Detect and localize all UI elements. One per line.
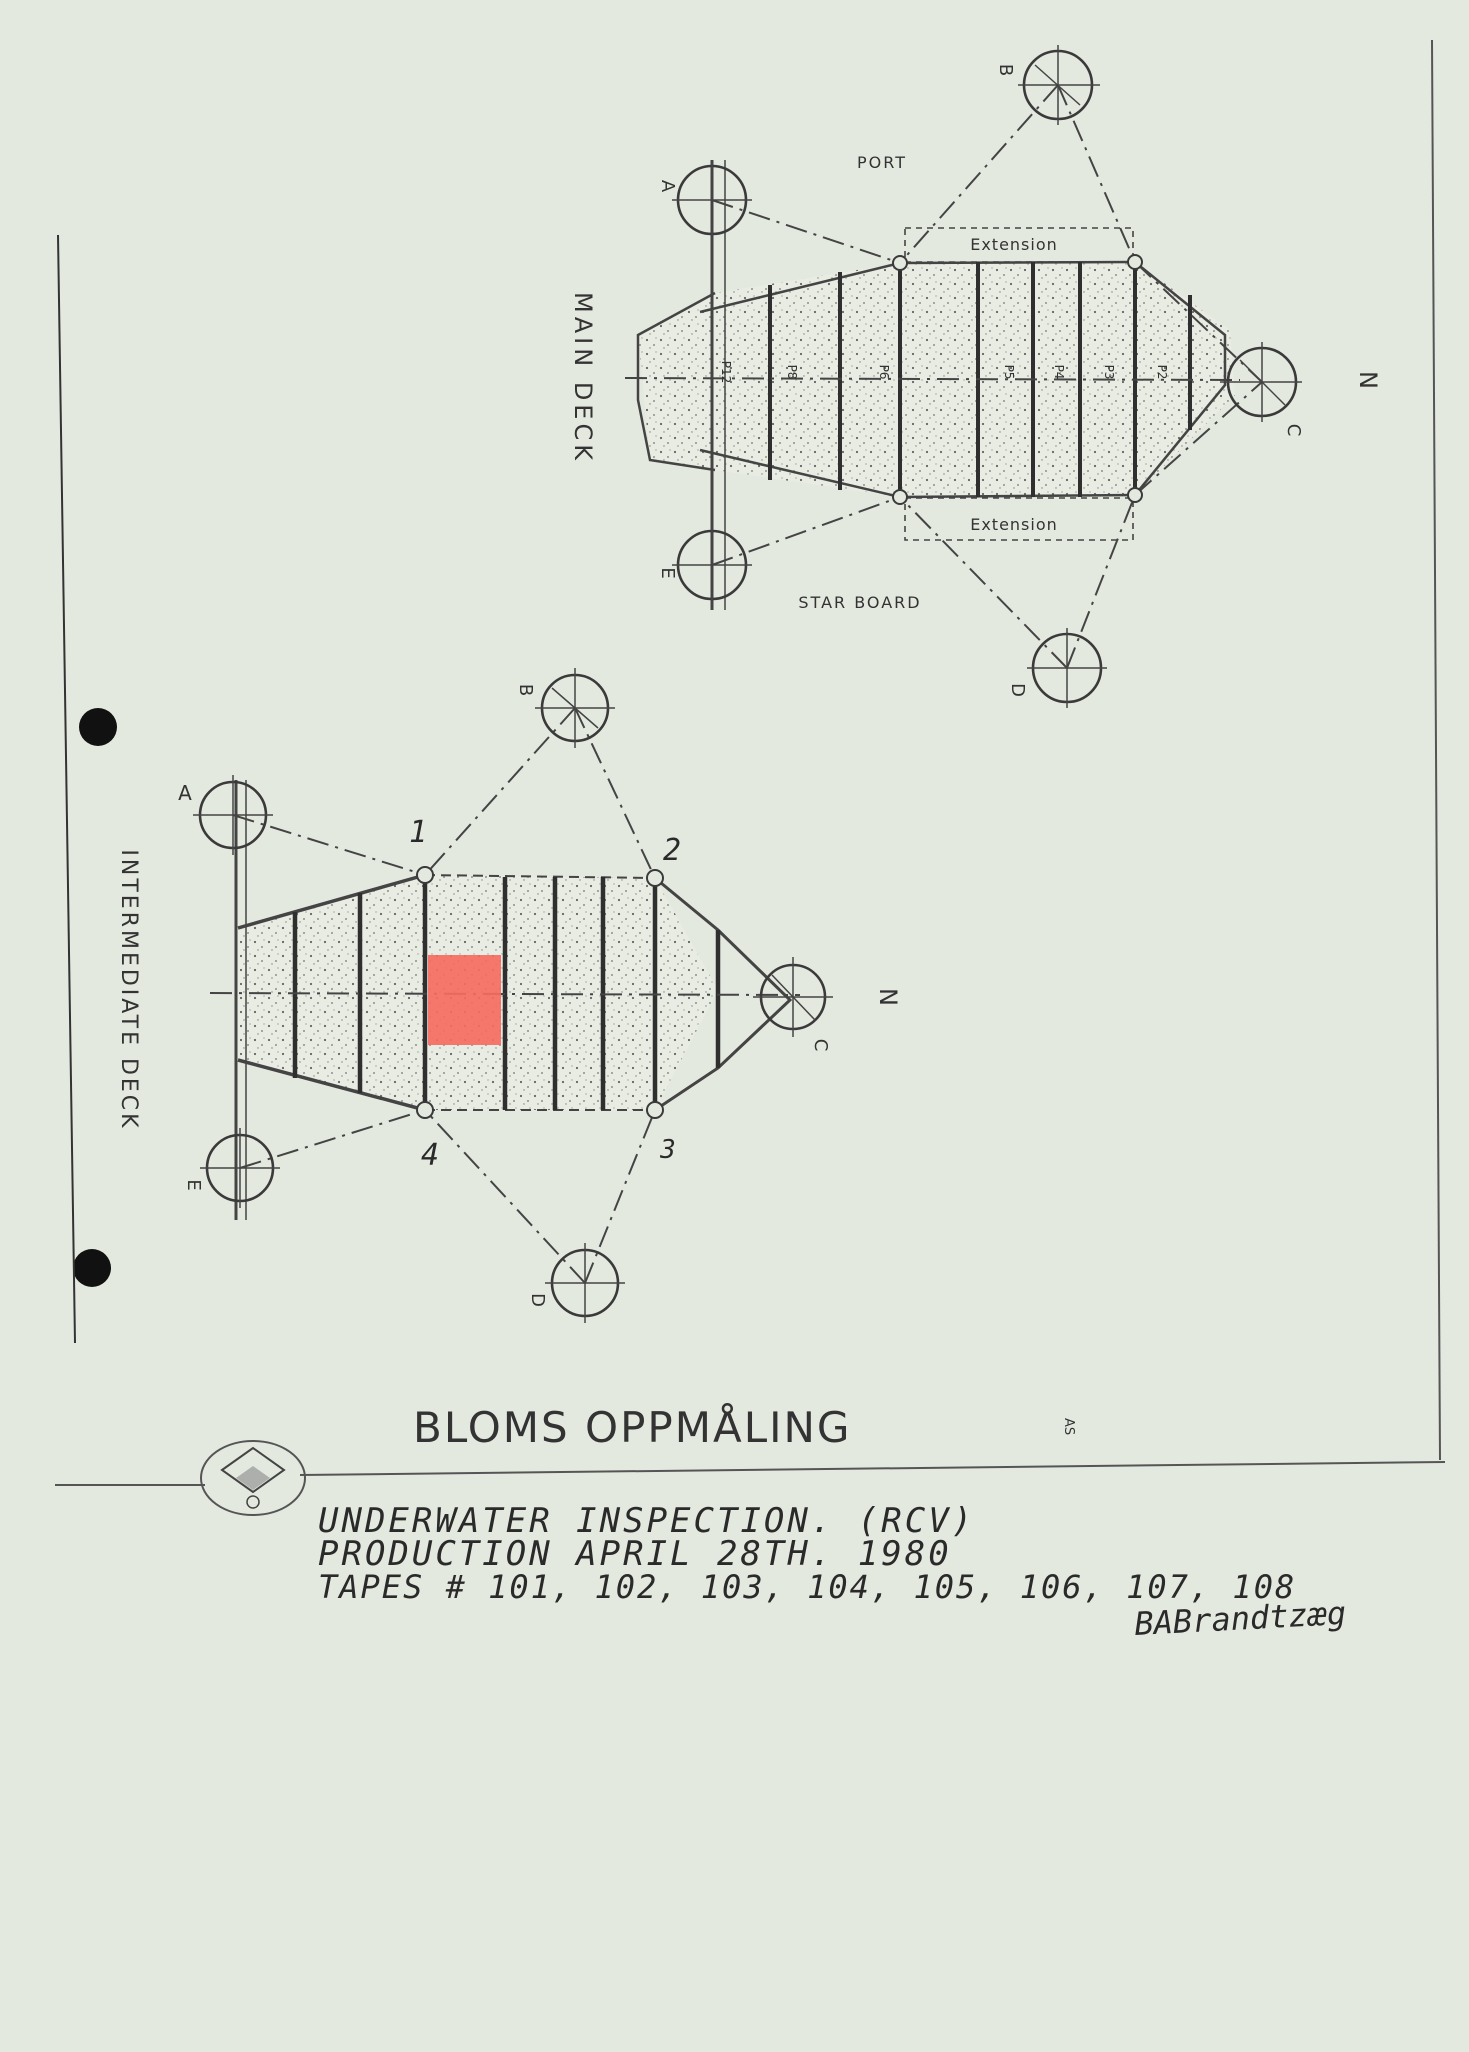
binder-hole-top <box>79 708 117 746</box>
main-north-label: N <box>1354 371 1382 389</box>
intermediate-leg-d <box>545 1243 625 1323</box>
intermediate-leg-b <box>535 668 615 748</box>
int-leg-b-label: B <box>515 683 536 697</box>
svg-text:P5: P5 <box>1002 364 1016 380</box>
main-leg-a-label: A <box>657 179 678 193</box>
svg-text:P8: P8 <box>785 364 799 380</box>
svg-text:P3: P3 <box>1102 364 1116 380</box>
main-deck-diagram <box>569 45 1382 708</box>
int-leg-e-label: E <box>183 1179 204 1191</box>
svg-text:P2: P2 <box>1155 364 1169 380</box>
main-deck-leg-a <box>672 160 752 240</box>
svg-text:P4: P4 <box>1052 364 1066 380</box>
note-line-2: PRODUCTION APRIL 28TH. 1980 <box>318 1534 952 1574</box>
company-suffix: AS <box>1061 1418 1076 1436</box>
int-leg-c-label: C <box>810 1038 831 1052</box>
intermediate-deck-diagram <box>116 668 902 1323</box>
node-2-label: 2 <box>662 833 682 868</box>
highlighted-panel <box>428 955 501 1045</box>
int-leg-d-label: D <box>527 1293 548 1307</box>
main-deck-title: MAIN DECK <box>569 292 597 464</box>
intermediate-deck-title: INTERMEDIATE DECK <box>116 849 141 1131</box>
rule-right <box>300 1462 1445 1475</box>
company-logo <box>201 1441 305 1515</box>
svg-text:P6: P6 <box>877 364 891 380</box>
note-line-1: UNDERWATER INSPECTION. (RCV) <box>318 1501 976 1541</box>
main-deck-leg-c <box>1222 342 1302 422</box>
main-leg-d-label: D <box>1007 683 1028 697</box>
extension-bottom-label: Extension <box>970 515 1058 534</box>
left-margin-line <box>58 235 75 1343</box>
intermediate-leg-e <box>200 1128 280 1208</box>
main-deck-leg-e <box>672 525 752 605</box>
main-leg-b-label: B <box>995 63 1016 77</box>
int-north-label: N <box>874 988 902 1006</box>
note-line-3: TAPES # 101, 102, 103, 104, 105, 106, 107, 108 <box>318 1568 1297 1606</box>
svg-text:P12: P12 <box>719 360 733 384</box>
main-deck-leg-b <box>1018 45 1100 125</box>
starboard-label: STAR BOARD <box>798 593 922 612</box>
intermediate-leg-a <box>193 775 273 855</box>
signature: BABrandtzæg <box>1133 1593 1348 1643</box>
main-leg-c-label: C <box>1283 423 1304 437</box>
intermediate-panel-lines <box>295 875 718 1110</box>
extension-top-label: Extension <box>970 235 1058 254</box>
company-name: BLOMS OPPMÅLING <box>413 1403 852 1452</box>
node-3-label: 3 <box>660 1135 676 1165</box>
binder-hole-bottom <box>73 1249 111 1287</box>
right-margin-line <box>1432 40 1440 1460</box>
port-label: PORT <box>857 153 907 172</box>
node-4-label: 4 <box>420 1138 440 1173</box>
main-leg-e-label: E <box>657 567 678 579</box>
node-1-label: 1 <box>408 815 428 850</box>
int-leg-a-label: A <box>178 781 192 805</box>
